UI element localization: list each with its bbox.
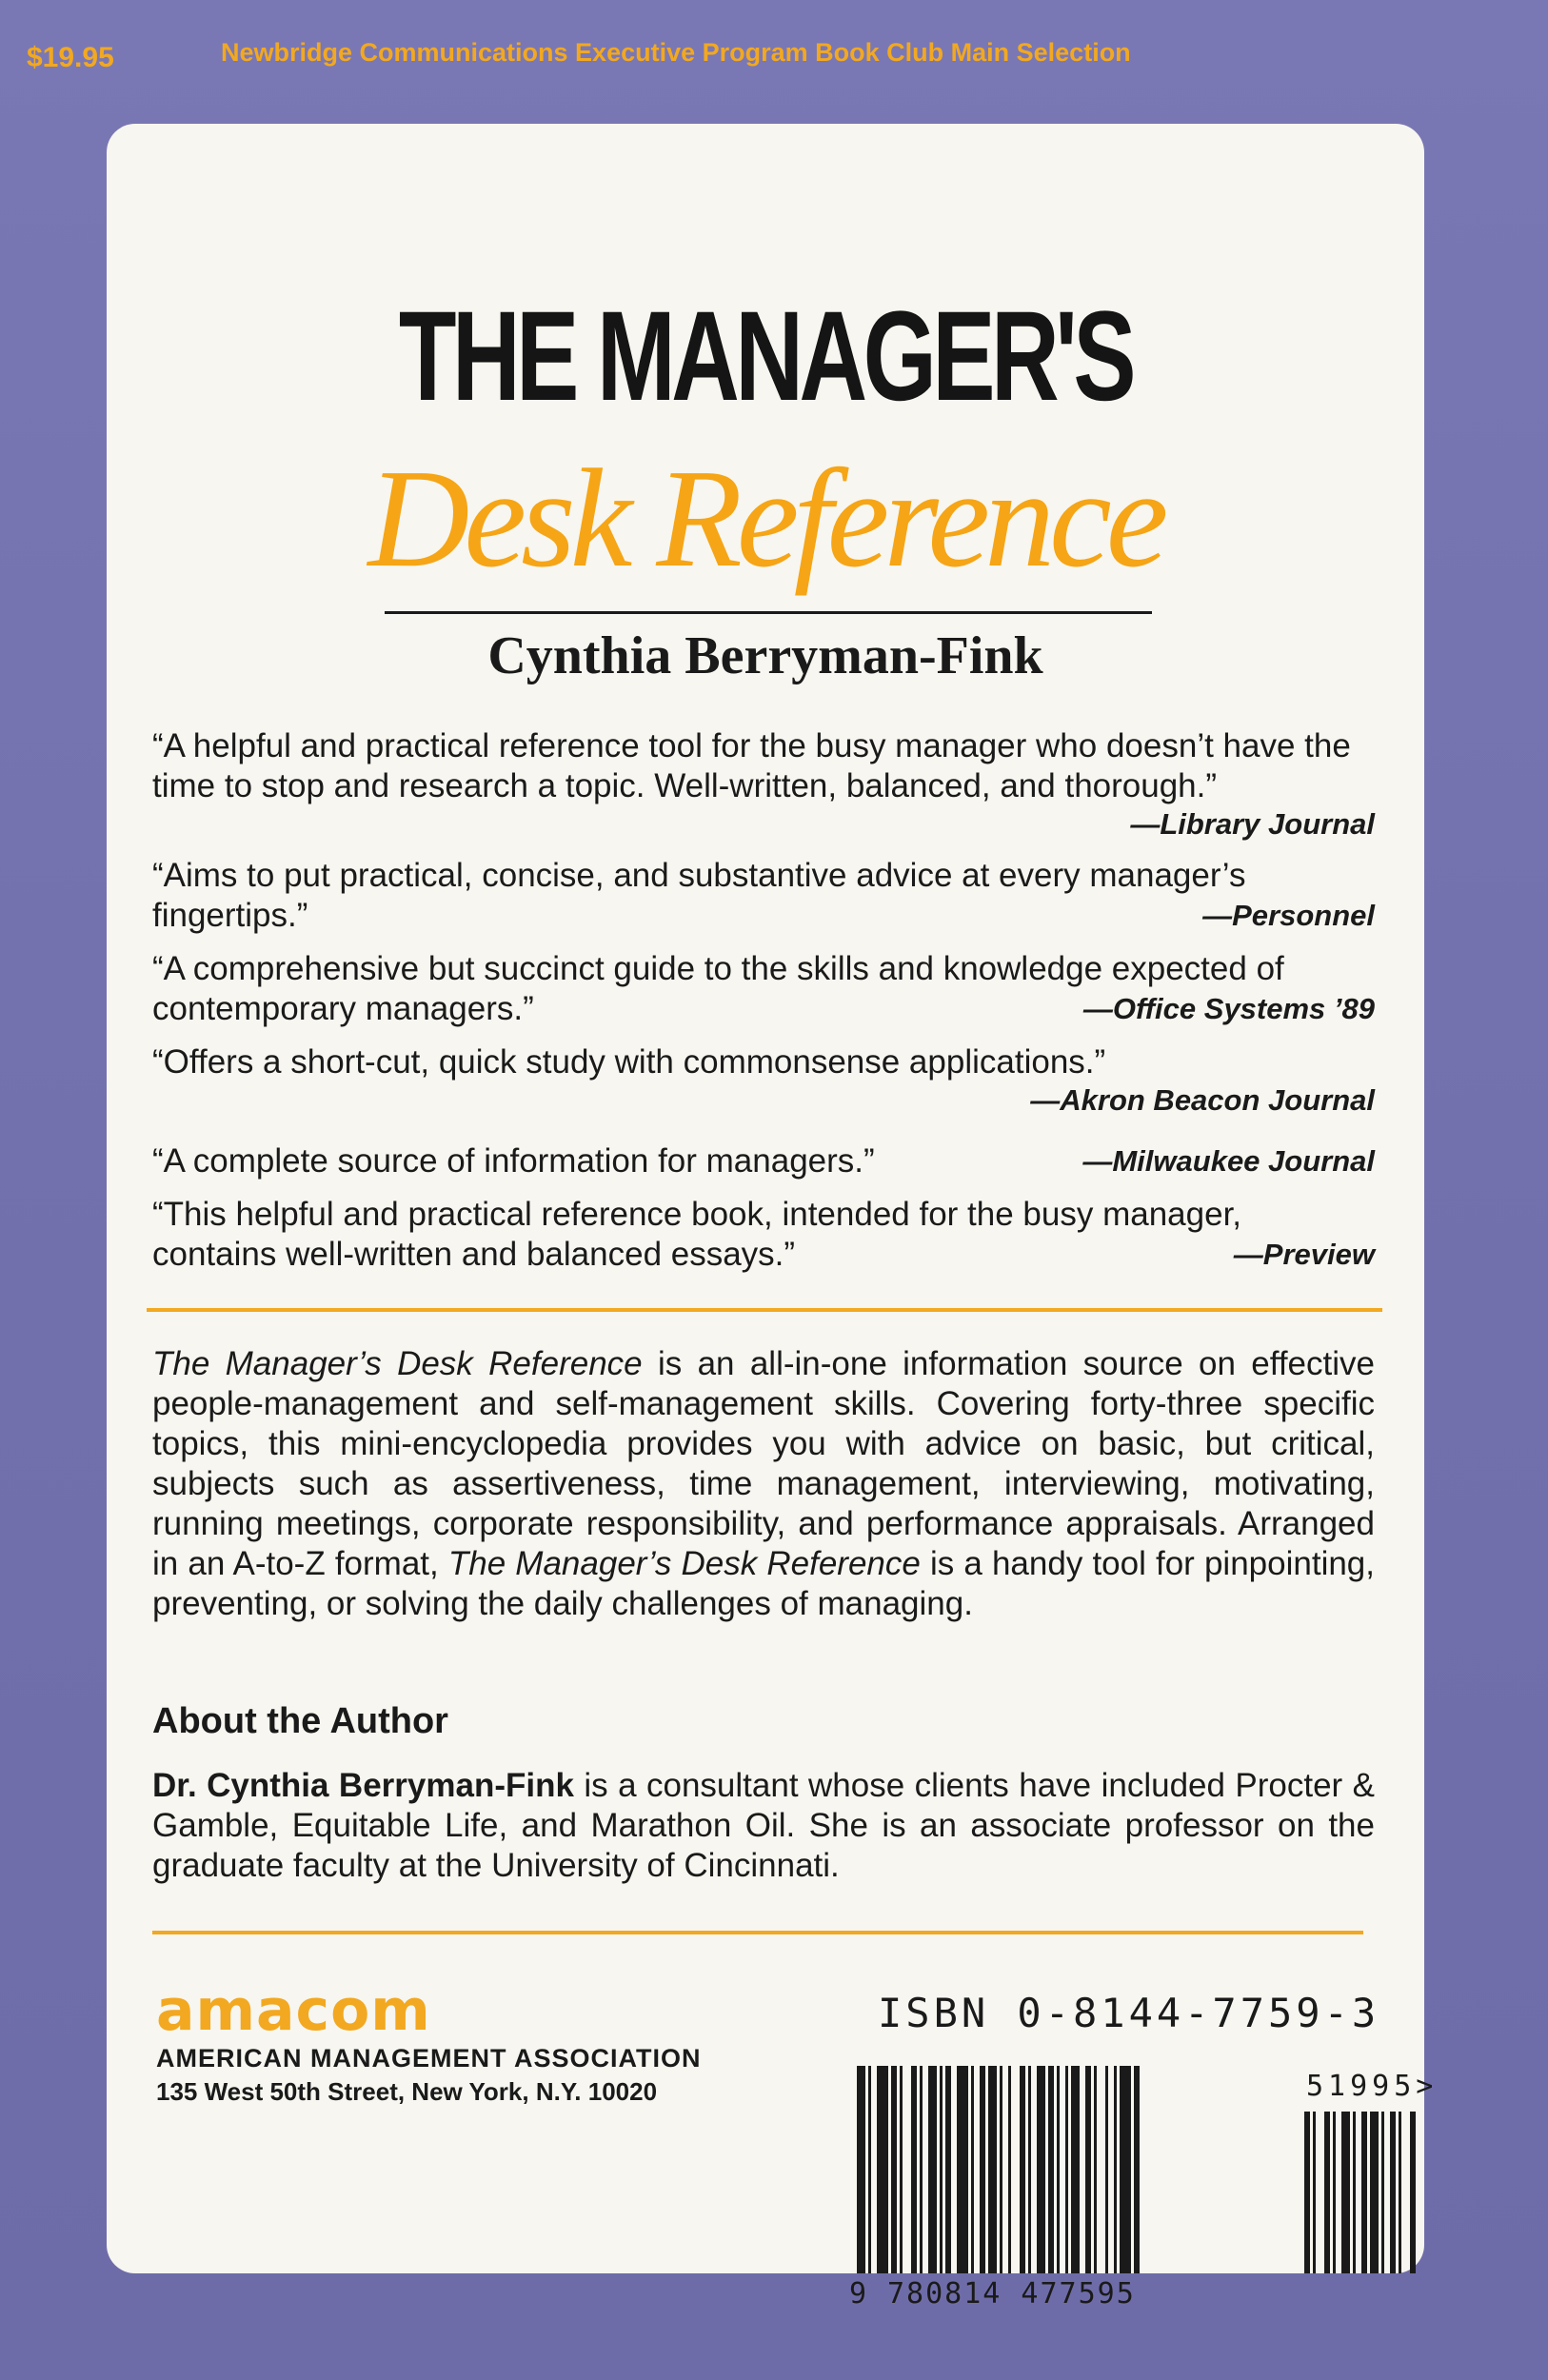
review-quote [152,1141,1375,1181]
author-name: Cynthia Berryman-Fink [487,626,1043,685]
quote-text: “A helpful and practical reference tool for the busy manager who doesn’t have the time to stop and research a topic. Well-written, balanced, and thorough.” [152,727,1351,804]
barcode-bar [940,2066,943,2273]
quote-source: —Preview [1233,1238,1375,1271]
barcode-addon-bar [1324,2112,1330,2273]
barcode-bar [1120,2066,1131,2273]
content-panel [107,124,1439,2311]
barcode-bar [945,2066,951,2273]
quote-source: —Office Systems ’89 [1082,992,1375,1025]
barcode-bar [1114,2066,1117,2273]
quote-text: “Aims to put practical, concise, and substantive advice at every manager’s fingertips.” [152,857,1246,934]
author-bio: is a consultant whose clients have included Procter & Gamble, Equitable Life, and Marathon Oil. She is an associate professor on the graduate faculty at the University of Cincinnati. [152,1767,1375,1884]
author-full-name: Dr. Cynthia Berryman-Fink [152,1767,574,1804]
review-quotes [152,726,1375,1288]
book-title-line-2: Desk Reference [367,441,1163,597]
barcode-addon-bar [1304,2112,1310,2273]
review-quote [152,856,1375,936]
barcode-addon-bar [1370,2112,1379,2273]
barcode-addon-bar [1399,2112,1401,2273]
barcode-bar [1028,2066,1031,2273]
barcode-digits: 780814 477595 [887,2277,1136,2311]
barcode-addon-bar [1381,2112,1384,2273]
quote-text: “This helpful and practical reference book, intended for the busy manager, contains well-written and balanced essays.” [152,1196,1242,1273]
price-label: $19.95 [27,42,114,73]
barcode-addon-digits: 51995> [1306,2070,1439,2103]
about-author-body [152,1766,1375,1886]
barcode-addon-bar [1390,2112,1396,2273]
description-text: is a handy tool for pinpointing, preventing, or solving the daily challenges of managing. [152,1545,1375,1622]
barcode-bar [900,2066,903,2273]
barcode-bar [1008,2066,1011,2273]
quote-text: “A complete source of information for managers.” [152,1142,875,1180]
barcode [849,2066,1439,2323]
barcode-addon-bar [1313,2112,1316,2273]
barcode-bar [1000,2066,1002,2273]
barcode-bar [928,2066,937,2273]
publisher-logo: amacom [156,1977,431,2044]
review-quote [152,1195,1375,1275]
barcode-bar [868,2066,871,2273]
isbn-number: ISBN 0-8144-7759-3 [878,1990,1380,2036]
barcode-bar [891,2066,897,2273]
review-quote [152,949,1375,1029]
barcode-bar [957,2066,968,2273]
barcode-bar [971,2066,974,2273]
publisher-name: AMERICAN MANAGEMENT ASSOCIATION [156,2044,702,2073]
quote-source: —Milwaukee Journal [1082,1144,1375,1178]
section-divider [147,1308,1382,1312]
barcode-lead-digit: 9 [849,2277,867,2311]
about-author-heading: About the Author [152,1701,448,1741]
barcode-addon-bar [1341,2112,1350,2273]
barcode-bar [857,2066,865,2273]
barcode-bar [1094,2066,1097,2273]
quote-source: —Akron Beacon Journal [1030,1083,1375,1117]
barcode-bar [1020,2066,1025,2273]
publisher-address: 135 West 50th Street, New York, N.Y. 10020 [156,2077,658,2106]
quote-source: —Library Journal [1130,807,1375,841]
barcode-bar [877,2066,888,2273]
title-reference: The Manager’s Desk Reference [447,1545,921,1582]
title-reference: The Manager’s Desk Reference [152,1345,643,1382]
barcode-bar [1057,2066,1060,2273]
barcode-bar [1048,2066,1054,2273]
description-text: is an all-in-one information source on effective people-management and self-management skills. Covering forty-three specific topics, this mini-encyclopedia provides you with advice on basic, but critical, subjects such as assertiveness, time management, interviewing, motivating, running meetings, corporate responsibility, and performance appraisals. Arranged in an A-to-Z format, [152,1345,1375,1582]
barcode-bar [911,2066,917,2273]
quote-source: —Personnel [1202,899,1375,932]
title-divider [385,611,1152,614]
book-title-line-1: THE MANAGER'S [398,286,1133,427]
barcode-addon-bar [1361,2112,1367,2273]
barcode-bar [1065,2066,1068,2273]
barcode-bar [920,2066,923,2273]
quote-text: “Offers a short-cut, quick study with commonsense applications.” [152,1043,1106,1081]
barcode-bar [988,2066,997,2273]
barcode-bar [1071,2066,1080,2273]
barcode-bar [1085,2066,1091,2273]
review-quote [152,1042,1375,1119]
barcode-addon-bar [1410,2112,1416,2273]
review-quote [152,726,1375,843]
barcode-addon-bar [1353,2112,1356,2273]
barcode-bar [1037,2066,1045,2273]
barcode-bar [980,2066,985,2273]
book-club-notice: Newbridge Communications Executive Program Book Club Main Selection [221,38,1131,67]
barcode-addon-bar [1333,2112,1336,2273]
quote-text: “A comprehensive but succinct guide to the skills and knowledge expected of contemporary managers.” [152,950,1284,1027]
barcode-bar [1134,2066,1140,2273]
book-description [152,1344,1375,1624]
barcode-bar [1105,2066,1108,2273]
section-divider [152,1931,1363,1934]
